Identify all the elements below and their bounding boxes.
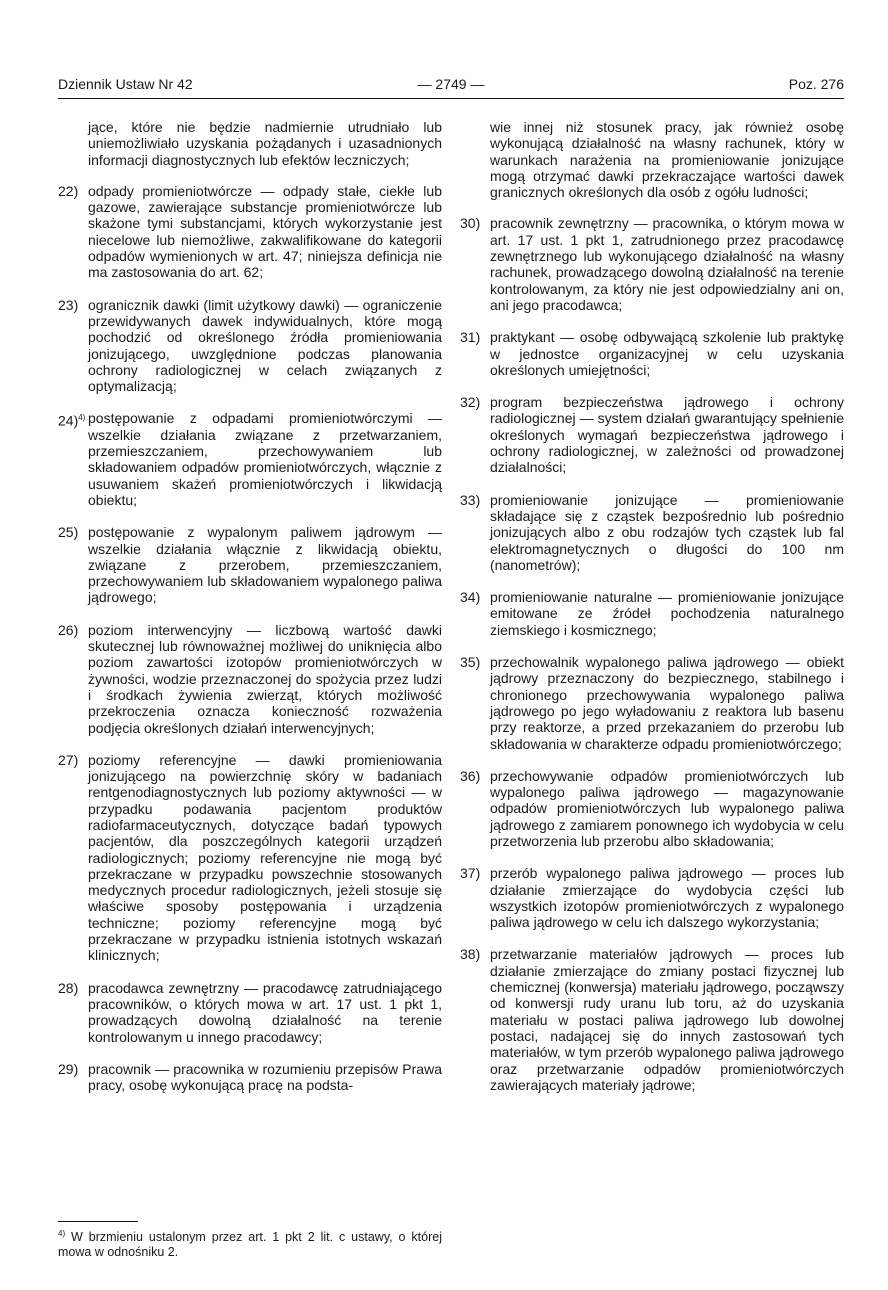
item-number: 29) bbox=[58, 1060, 79, 1077]
item-number: 28) bbox=[58, 979, 79, 996]
item-text: przerób wypalonego paliwa jądrowego — proces lub działanie zmierzające do wydobycia części lub wszystkich izotopów promieniotwórczych z wypalonego paliwa jądrowego w celu ich dalszego wykorzystania; bbox=[490, 865, 844, 931]
item-text: pracodawca zewnętrzny — pracodawcę zatrudniającego pracowników, o których mowa w art. 17 ust. 1 pkt 1, prowadzących dowolną działalność na terenie kontrolowanym u innego pracodawcy; bbox=[88, 979, 442, 1045]
definition-item bbox=[58, 752, 442, 964]
definition-item bbox=[58, 980, 442, 1045]
item-text: przechowywanie odpadów promieniotwórczych lub wypalonego paliwa jądrowego — magazynowanie odpadów promieniotwórczych lub wypalonego paliwa jądrowego z zamiarem ponownego ich wydobycia w celu przetworzenia lub przerobu albo składowania; bbox=[490, 767, 844, 849]
item-number: 27) bbox=[58, 751, 79, 768]
continuation-text: jące, które nie będzie nadmiernie utrudniało lub uniemożliwiało uzyskania pożądanych i uzasadnionych informacji diagnostycznych lub efektów leczniczych; bbox=[88, 119, 442, 168]
definition-item bbox=[460, 865, 844, 930]
header-rule bbox=[58, 98, 844, 99]
item-text: postępowanie z wypalonym paliwem jądrowym — wszelkie działania włącznie z likwidacją obiektu, związane z przerobem, przemieszczaniem, przechowywaniem lub składowaniem wypalonego paliwa jądrowego; bbox=[88, 524, 442, 606]
footnote-reference: 4) bbox=[78, 413, 86, 423]
item-text: przechowalnik wypalonego paliwa jądrowego — obiekt jądrowy przeznaczony do bezpiecznego, stabilnego i chronionego przechowywania wypalonego paliwa jądrowego po jego wyładowaniu z reaktora lub basenu przy reaktorze, a przed przekazaniem do przerobu lub składowania w charakterze odpadu promieniotwórczego; bbox=[490, 654, 844, 752]
item-number: 30) bbox=[460, 215, 481, 232]
definition-item bbox=[460, 768, 844, 849]
item-number: 31) bbox=[460, 329, 481, 346]
item-text: przetwarzanie materiałów jądrowych — proces lub działanie zmierzające do zmiany postaci fizycznej lub chemicznej (konwersja) materiału jądrowego, począwszy od konwersji rudy uranu lub toru, aż do uzyskania materiału w postaci paliwa jądrowego lub dowolnej postaci, nadającej się do innych zastosowań tych materiałów, w tym przerób wypalonego paliwa jądrowego oraz przetwarzanie odpadów promieniotwórczych zawierających materiały jądrowe; bbox=[490, 946, 844, 1093]
right-column bbox=[460, 119, 844, 1109]
item-number: 37) bbox=[460, 865, 481, 882]
continuation-text: wie innej niż stosunek pracy, jak również osobę wykonującą działalność na własny rachunek, który w warunkach narażenia na promieniowanie jonizujące mogą otrzymać dawki przekraczające wartości dawek granicznych określonych dla osób z ogółu ludności; bbox=[490, 119, 844, 201]
item-text: ogranicznik dawki (limit użytkowy dawki) — ograniczenie przewidywanych dawek indywidualnych, które mogą pochodzić od określonego źródła promieniowania jonizującego, uwzględnione podczas planowania ochrony radiologicznej w celach związanych z optymalizacją; bbox=[88, 296, 442, 395]
position-number: Poz. 276 bbox=[788, 76, 844, 92]
item-text: promieniowanie naturalne — promieniowanie jonizujące emitowane ze źródeł pochodzenia naturalnego ziemskiego i kosmicznego; bbox=[490, 589, 844, 638]
definition-item bbox=[460, 329, 844, 378]
definition-item bbox=[460, 589, 844, 638]
definition-item bbox=[460, 492, 844, 573]
item-number: 33) bbox=[460, 491, 481, 508]
item-text: poziom interwencyjny — liczbową wartość dawki skutecznej lub równoważnej możliwej do uniknięcia albo poziom zawartości izotopów promieniotwórczych w żywności, wodzie przeznaczonej do spożycia przez ludzi i środkach żywienia zwierząt, których możliwość przekroczenia oznacza konieczność rozważenia podjęcia określonych działań interwencyjnych; bbox=[88, 621, 442, 736]
item-text: poziomy referencyjne — dawki promieniowania jonizującego na powierzchnię skóry w badaniach rentgenodiagnostycznych lub poziomy aktywności — w przypadku podawania pacjentom produktów radiofarmaceutycznych, dotyczące badań typowych pacjentów, dla poszczególnych kategorii urządzeń radiologicznych; poziomy referencyjne nie mogą być przekraczane w przypadku powszechnie stosowanych medycznych procedur radiologicznych, jeżeli stosuje się właściwe sposoby postępowania i urządzenia techniczne; poziomy referencyjne mogą być przekraczane w przypadku istnienia istotnych wskazań klinicznych; bbox=[88, 751, 442, 964]
page-header bbox=[58, 76, 844, 100]
item-text: praktykant — osobę odbywającą szkolenie lub praktykę w jednostce organizacyjnej w celu uzyskania określonych umiejętności; bbox=[490, 329, 844, 378]
definition-item bbox=[58, 622, 442, 736]
definition-item bbox=[460, 946, 844, 1093]
definition-item bbox=[58, 524, 442, 605]
item-number: 32) bbox=[460, 394, 481, 411]
definition-item bbox=[58, 1061, 442, 1094]
footnote-text: W brzmieniu ustalonym przez art. 1 pkt 2 lit. c ustawy, o której mowa w odnośniku 2. bbox=[58, 1230, 442, 1260]
item-number: 35) bbox=[460, 654, 481, 671]
footnote bbox=[58, 1226, 442, 1260]
definition-item bbox=[460, 394, 844, 475]
footnote-rule bbox=[58, 1221, 138, 1222]
item-number: 36) bbox=[460, 767, 481, 784]
item-number: 38) bbox=[460, 946, 481, 963]
item-number: 23) bbox=[58, 296, 79, 313]
item-number: 24)$^{4)}$ bbox=[58, 413, 86, 430]
item-text: pracownik — pracownika w rozumieniu przepisów Prawa pracy, osobę wykonującą pracę na podsta- bbox=[88, 1060, 442, 1094]
item-text: pracownik zewnętrzny — pracownika, o którym mowa w art. 17 ust. 1 pkt 1, zatrudnionego przez pracodawcę zewnętrznego lub wykonującego działalność na własny rachunek, prowadzącego dowolną działalność na terenie kontrolowanym, za który nie jest odpowiedzialny ani on, ani jego pracodawca; bbox=[490, 215, 844, 313]
item-text: postępowanie z odpadami promieniotwórczymi — wszelkie działania związane z przetwarzaniem, przemieszczaniem, przechowywaniem lub składowaniem odpadów promieniotwórczych, włącznie z usuwaniem skażeń promieniotwórczych i likwidacją obiektu; bbox=[88, 410, 442, 508]
definition-item bbox=[58, 297, 442, 395]
item-number: 26) bbox=[58, 621, 79, 638]
item-number: 34) bbox=[460, 589, 481, 606]
definition-item bbox=[460, 654, 844, 752]
item-number: 22) bbox=[58, 182, 79, 199]
definition-item bbox=[460, 215, 844, 313]
item-text: promieniowanie jonizujące — promieniowanie składające się z cząstek bezpośrednio lub pośrednio jonizujących albo z obu rodzajów tych cząstek lub fal elektromagnetycznych o długości do 100 nm (nanometrów); bbox=[490, 491, 844, 573]
definition-item bbox=[58, 410, 442, 508]
item-number: 25) bbox=[58, 524, 79, 541]
definition-item bbox=[58, 183, 442, 281]
journal-title: Dziennik Ustaw Nr 42 bbox=[58, 76, 193, 92]
item-text: program bezpieczeństwa jądrowego i ochrony radiologicznej — system działań gwarantujący spełnienie określonych wymagań bezpieczeństwa jądrowego i ochrony radiologicznej, w zależności od prowadzonej działalności; bbox=[490, 394, 844, 476]
page-number: — 2749 — bbox=[417, 76, 485, 92]
footnote-marker: 4) bbox=[58, 1229, 66, 1238]
left-column bbox=[58, 119, 442, 1109]
item-text: odpady promieniotwórcze — odpady stałe, ciekłe lub gazowe, zawierające substancje promieniotwórcze lub skażone tymi substancjami, których wykorzystanie jest niecelowe lub niemożliwe, zakwalifikowane do kategorii odpadów wymienionych w art. 47; niniejsza definicja nie ma zastosowania do art. 62; bbox=[88, 182, 442, 281]
